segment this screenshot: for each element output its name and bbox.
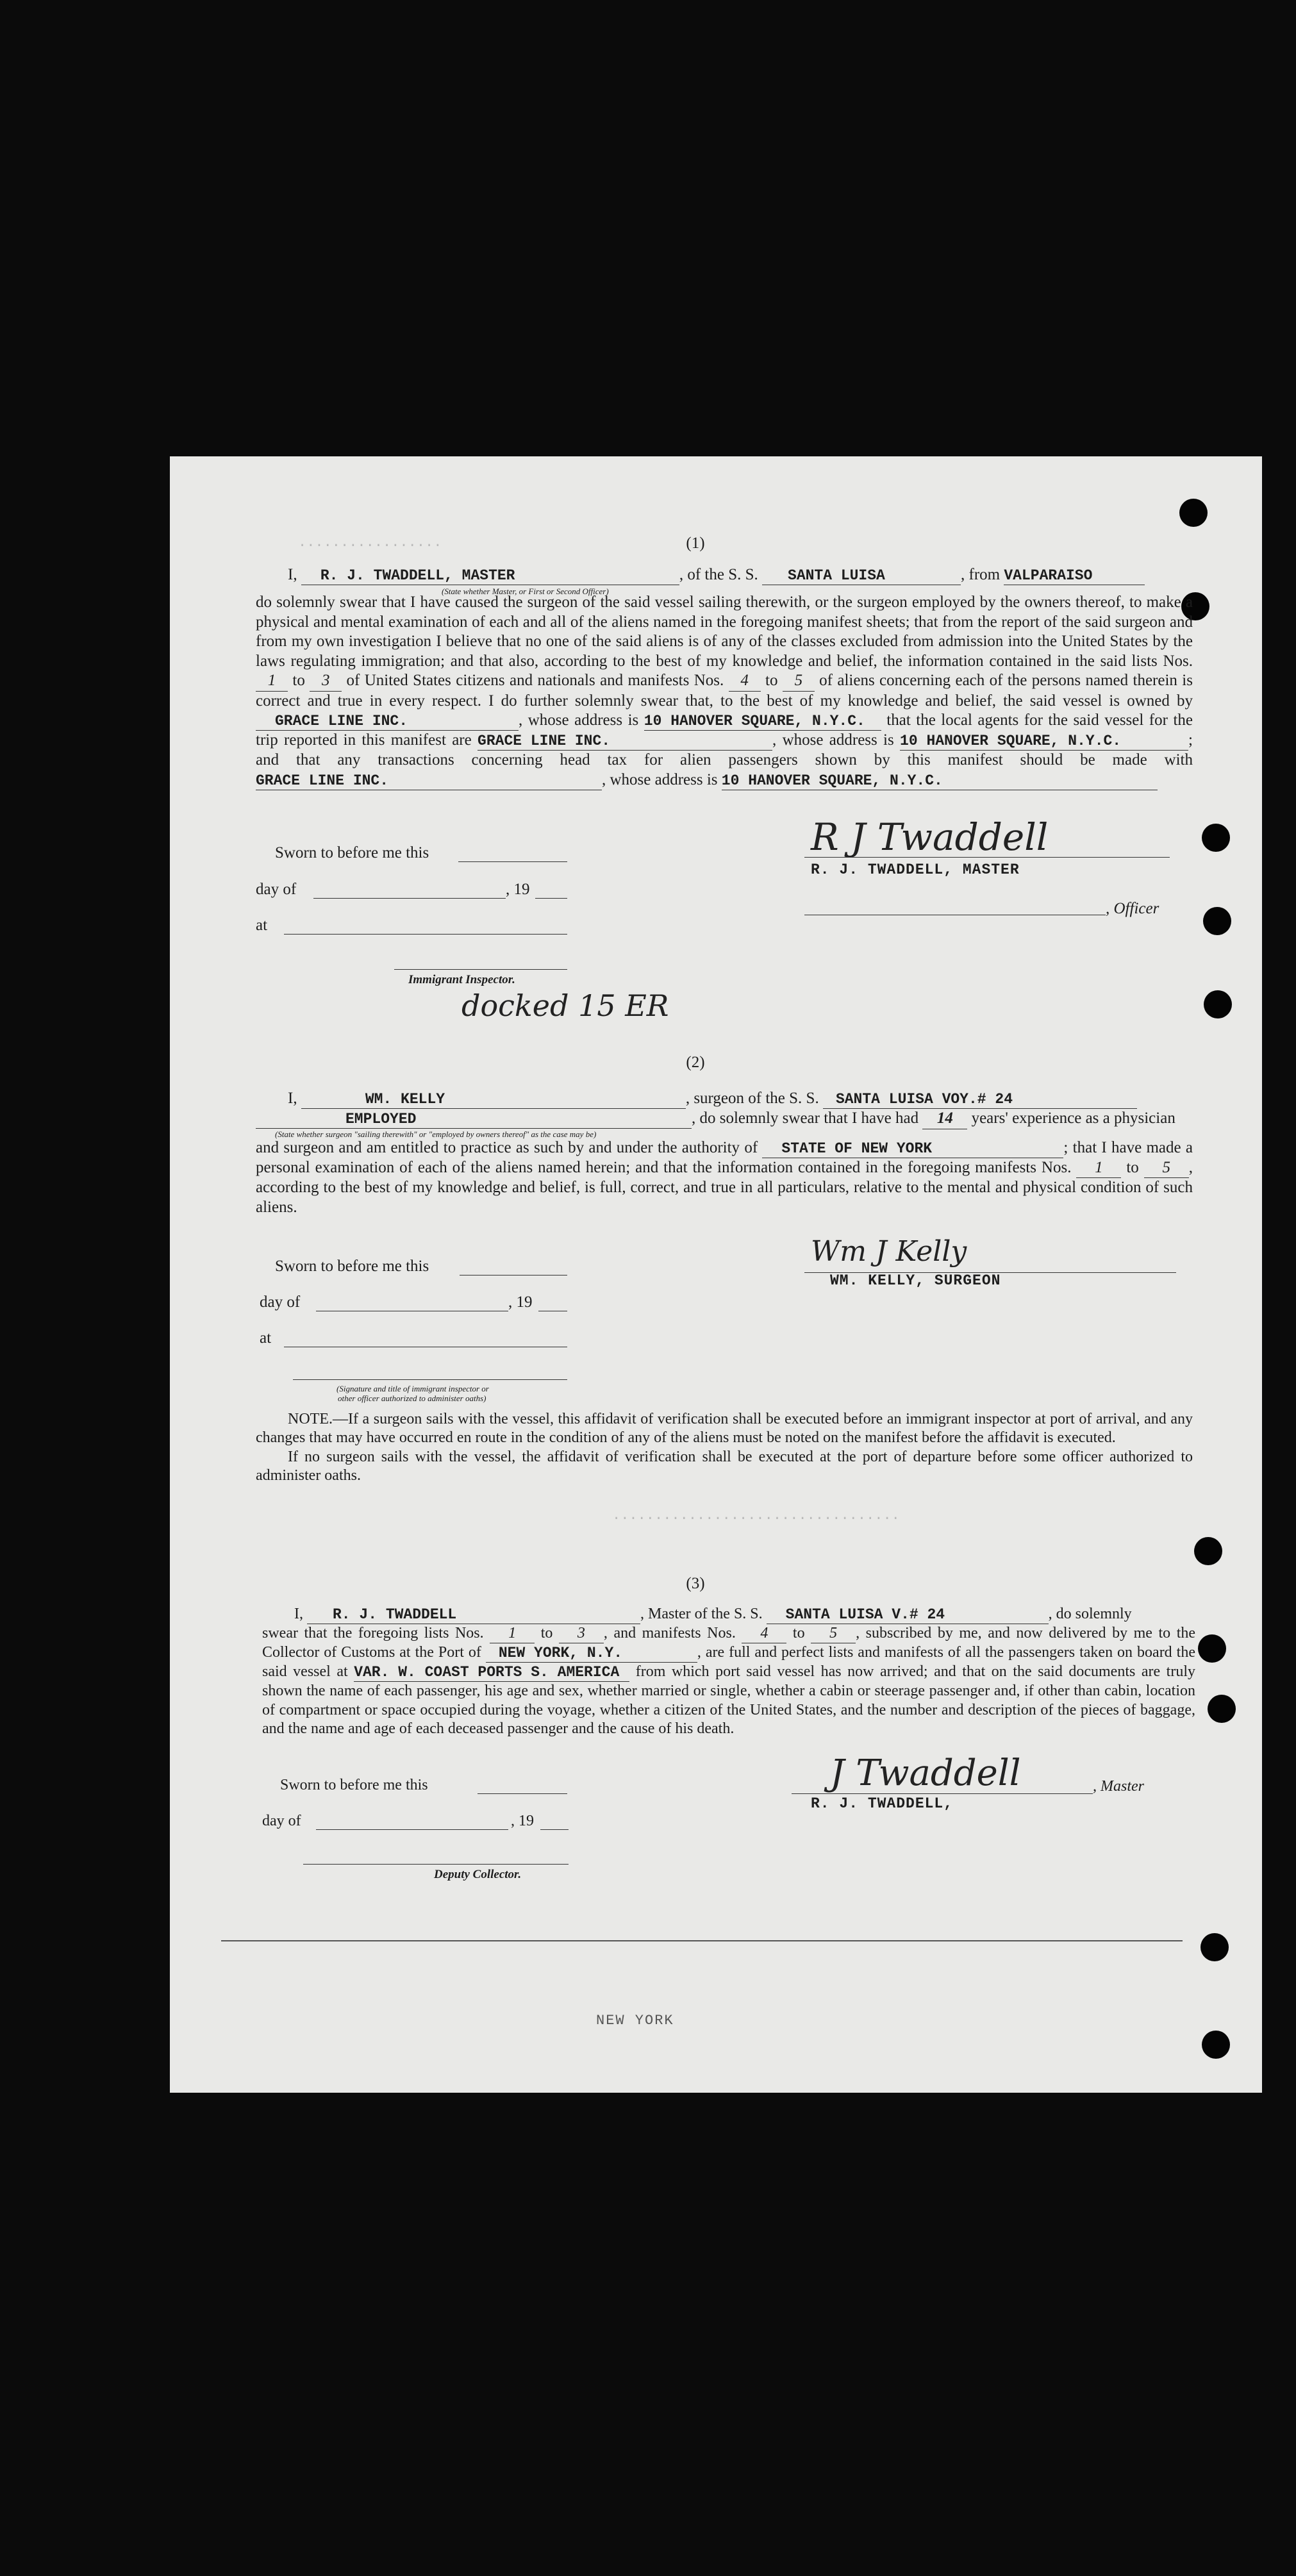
at-label: at — [260, 1329, 272, 1347]
punch-hole — [1198, 1634, 1226, 1663]
sworn-label: Sworn to before me this — [275, 844, 429, 861]
year-label: , 19 — [506, 881, 530, 898]
section-number: (1) — [686, 535, 705, 552]
punch-hole — [1194, 1537, 1222, 1565]
tax-payee: GRACE LINE INC. — [256, 772, 602, 790]
day-of-label: day of — [262, 1813, 301, 1829]
master-typed-signature: R. J. TWADDELL, MASTER — [811, 861, 1020, 878]
vessel-name: SANTA LUISA — [762, 567, 961, 585]
affidavit-surgeon: I, WM. KELLY , surgeon of the S. S. SANTA LUISA VOY.# 24 EMPLOYED , do solemnly swear that I have had 14 years' experience as a physician (State whether surgeon "sailing therewith" or "employed by owners thereof" as the case may be) and surgeon and am entitled to practice as such by and under the authority of STATE OF NEW YORK ; that I have made a personal examination of each of the aliens named herein; and that the information contained in the foregoing manifests Nos. 1 to 5 , according to the best of my knowledge and belief, is full, correct, and true in all particulars, relative to the mental and physical condition of such aliens. — [256, 1090, 1193, 1216]
section-number: (3) — [686, 1575, 705, 1592]
s3-manifests-to: 5 — [811, 1624, 856, 1643]
tax-payee-address: 10 HANOVER SQUARE, N.Y.C. — [722, 772, 1158, 790]
surgeon-signature: Wm J Kelly — [811, 1235, 967, 1268]
punch-hole — [1179, 499, 1208, 527]
punch-hole — [1200, 1933, 1229, 1961]
master-name: R. J. TWADDELL — [307, 1606, 640, 1624]
s3-lists-from: 1 — [490, 1624, 535, 1643]
lists-from: 1 — [256, 671, 288, 692]
agents-address: 10 HANOVER SQUARE, N.Y.C. — [900, 732, 1188, 751]
bottom-rule — [221, 1940, 1183, 1941]
owner: GRACE LINE INC. — [256, 712, 519, 731]
master-signature: R J Twaddell — [811, 815, 1049, 859]
owner-address: 10 HANOVER SQUARE, N.Y.C. — [644, 712, 881, 731]
handwritten-annotation: docked 15 ER — [461, 988, 669, 1023]
master-label: , Master — [1093, 1778, 1144, 1795]
manifest-page: ................. .................................. (1) I, R. J. TWADDELL, MASTER , of the S. S. SANTA LUISA , from VALPARAISO (State whether Master, or First or Second Officer) do solemnly swear that I have caused the surgeon of the said vessel sailing therewith, or the surgeon employed by the owners thereof, to make a physical and mental examination of each and all of the aliens named in the foregoing manifest sheets; that from the report of the said surgeon and from my own investigation I believe that no one of the said aliens is of any of the classes excluded from admission into the United States by the laws regulating immigration; and that also, according to the best of my knowledge and belief, the information contained in the said lists Nos. 1 to 3 of United States citizens and nationals and manifests Nos. 4 to 5 of aliens concerning each of the persons named therein is correct and true in every respect. I do further solemnly swear that, to the best of my knowledge and belief, the said vessel is owned by GRACE LINE INC. , whose address is 10 HANOVER SQUARE, N.Y.C. that the local agents for the said vessel for the trip reported in this manifest are GRACE LINE INC. , whose address is 10 HANOVER SQUARE, N.Y.C. ; and that any transactions concerning head tax for alien passengers shown by this manifest should be made with GRACE LINE INC. , whose address is 10 HANOVER SQUARE, N.Y.C. Sworn to before me this day of , 19 at Immigrant Inspector. R J Twaddell R. J. TWADDELL, MASTER , Officer docked 15 ER (2) I, WM. KELLY , surgeon of the S. S. SANTA LUISA VOY.# 24 EMPLOYED , do solemnly swear that I have had 14 years' experience as a physician (State whether surgeon "sailing therewith" or "employed by owners thereof" as the case may be) and surgeon and am entitled to practice as such by and under the authority of STATE OF NEW YORK ; that I have made a personal examination of each of the aliens named herein; and that the information contained in the foregoing manifests Nos. 1 to 5 , according to the best of my knowledge and belief, is full, correct, and true in all particulars, relative to the mental and physical condition of such aliens. Sworn to before me this day of , 19 at (Signature and title of immigrant inspector or other officer authorized to administer oaths) Wm J Kelly WM. KELLY, SURGEON NOTE.—If a surgeon sails with the vessel, this affidavit of verification shall be executed before an immigrant inspector at port of arrival, and any changes that may have occurred en route in the condition of any of the aliens must be noted on the manifest before the affidavit is executed. If no surgeon sails with the vessel, the affidavit of verification shall be executed at the port of departure before some officer authorized to administer oaths. (3) I, R. J. TWADDELL , Master of the S. S. SANTA LUISA V.# 24 , do solemnly swear that the foregoing lists Nos. 1 to 3 , and manifests Nos. 4 to 5 , subscribed by me, and now delivered by me to the Collector of Customs at the Port of NEW YORK, N.Y. , are full and perfect lists and manifests of all the passengers taken on board the said vessel at VAR. W. COAST PORTS S. AMERICA from which port said vessel has now arrived; and that on the said documents are truly shown the name of each passenger, his age and sex, whether married or single, whether a cabin or steerage passenger and, if other than cabin, location of compartment or space occupied during the voyage, whether a citizen of the United States, and the number and description of the pieces of baggage, and the name and age of each deceased passenger and the cause of his death. Sworn to before me this day of , 19 Deputy Collector. J Twaddell , Master R. J. TWADDELL, NEW YORK — [170, 456, 1262, 2093]
officer-caption: (State whether Master, or First or Second Officer) — [442, 586, 609, 596]
punch-hole — [1203, 907, 1231, 935]
arrival-port: NEW YORK, N.Y. — [486, 1644, 697, 1663]
year-label: , 19 — [511, 1813, 534, 1829]
agents: GRACE LINE INC. — [478, 732, 772, 751]
day-of-label: day of — [256, 881, 297, 898]
at-label: at — [256, 917, 268, 934]
punch-hole — [1204, 990, 1232, 1018]
affidavit-collector: I, R. J. TWADDELL , Master of the S. S. SANTA LUISA V.# 24 , do solemnly swear that the foregoing lists Nos. 1 to 3 , and manifests Nos. 4 to 5 , subscribed by me, and now delivered by me to the Collector of Customs at the Port of NEW YORK, N.Y. , are full and perfect lists and manifests of all the passengers taken on board the said vessel at VAR. W. COAST PORTS S. AMERICA from which port said vessel has now arrived; and that on the said documents are truly shown the name of each passenger, his age and sex, whether married or single, whether a cabin or steerage passenger and, if other than cabin, location of compartment or space occupied during the voyage, whether a citizen of the United States, and the number and description of the pieces of baggage, and the name and age of each deceased passenger and the cause of his death. — [262, 1606, 1196, 1737]
inspector-caption-2: other officer authorized to administer oaths) — [338, 1393, 486, 1403]
bottom-stamp: NEW YORK — [596, 2013, 674, 2029]
master-typed-signature-2: R. J. TWADDELL, — [811, 1795, 954, 1812]
departure-ports: VAR. W. COAST PORTS S. AMERICA — [354, 1663, 629, 1682]
sworn-label: Sworn to before me this — [275, 1258, 429, 1275]
s3-lists-to: 3 — [559, 1624, 604, 1643]
manifests-to: 5 — [783, 671, 815, 692]
year-label: , 19 — [508, 1293, 533, 1311]
surgeon-vessel: SANTA LUISA VOY.# 24 — [823, 1090, 1137, 1109]
collector-caption: Deputy Collector. — [434, 1868, 522, 1881]
surgeon-typed-signature: WM. KELLY, SURGEON — [830, 1272, 1001, 1289]
inspector-caption-1: (Signature and title of immigrant inspector or — [336, 1384, 489, 1393]
punch-hole — [1208, 1695, 1236, 1723]
s2-manifests-from: 1 — [1076, 1158, 1121, 1179]
manifests-from: 4 — [729, 671, 761, 692]
section-number: (2) — [686, 1054, 705, 1071]
s2-manifests-to: 5 — [1144, 1158, 1189, 1179]
inspector-caption: Immigrant Inspector. — [408, 973, 515, 986]
surgeon-name: WM. KELLY — [301, 1090, 686, 1109]
officer-label: , Officer — [1106, 900, 1159, 917]
s3-manifests-from: 4 — [742, 1624, 786, 1643]
sworn-label: Sworn to before me this — [280, 1777, 428, 1793]
day-of-label: day of — [260, 1293, 301, 1311]
lists-to: 3 — [310, 671, 342, 692]
affidavit-master: I, R. J. TWADDELL, MASTER , of the S. S. SANTA LUISA , from VALPARAISO (State whether Master, or First or Second Officer) do solemnly swear that I have caused the surgeon of the said vessel sailing therewith, or the surgeon employed by the owners thereof, to make a physical and mental examination of each and all of the aliens named in the foregoing manifest sheets; that from the report of the said surgeon and from my own investigation I believe that no one of the said aliens is of any of the classes excluded from admission into the United States by the laws regulating immigration; and that also, according to the best of my knowledge and belief, the information contained in the said lists Nos. 1 to 3 of United States citizens and nationals and manifests Nos. 4 to 5 of aliens concerning each of the persons named therein is correct and true in every respect. I do further solemnly swear that, to the best of my knowledge and belief, the said vessel is owned by GRACE LINE INC. , whose address is 10 HANOVER SQUARE, N.Y.C. that the local agents for the said vessel for the trip reported in this manifest are GRACE LINE INC. , whose address is 10 HANOVER SQUARE, N.Y.C. ; and that any transactions concerning head tax for alien passengers shown by this manifest should be made with GRACE LINE INC. , whose address is 10 HANOVER SQUARE, N.Y.C. — [256, 565, 1193, 790]
authority: STATE OF NEW YORK — [762, 1140, 1063, 1158]
note-paragraph: NOTE.—If a surgeon sails with the vessel, this affidavit of verification shall be executed before an immigrant inspector at port of arrival, and any changes that may have occurred en route in the condition of any of the aliens must be noted on the manifest before the affidavit is executed. If no surgeon sails with the vessel, the affidavit of verification shall be executed at the port of departure before some officer authorized to administer oaths. — [256, 1411, 1193, 1484]
status-caption: (State whether surgeon "sailing therewith" or "employed by owners thereof" as the case may be) — [275, 1129, 597, 1139]
years-experience: 14 — [922, 1109, 967, 1129]
punch-hole — [1202, 2031, 1230, 2059]
officer-name: R. J. TWADDELL, MASTER — [301, 567, 679, 585]
master-signature-2: J Twaddell — [830, 1752, 1021, 1794]
from-port: VALPARAISO — [1004, 567, 1145, 585]
s3-vessel: SANTA LUISA V.# 24 — [767, 1606, 1049, 1624]
punch-hole — [1202, 824, 1230, 852]
surgeon-status: EMPLOYED — [256, 1110, 692, 1129]
